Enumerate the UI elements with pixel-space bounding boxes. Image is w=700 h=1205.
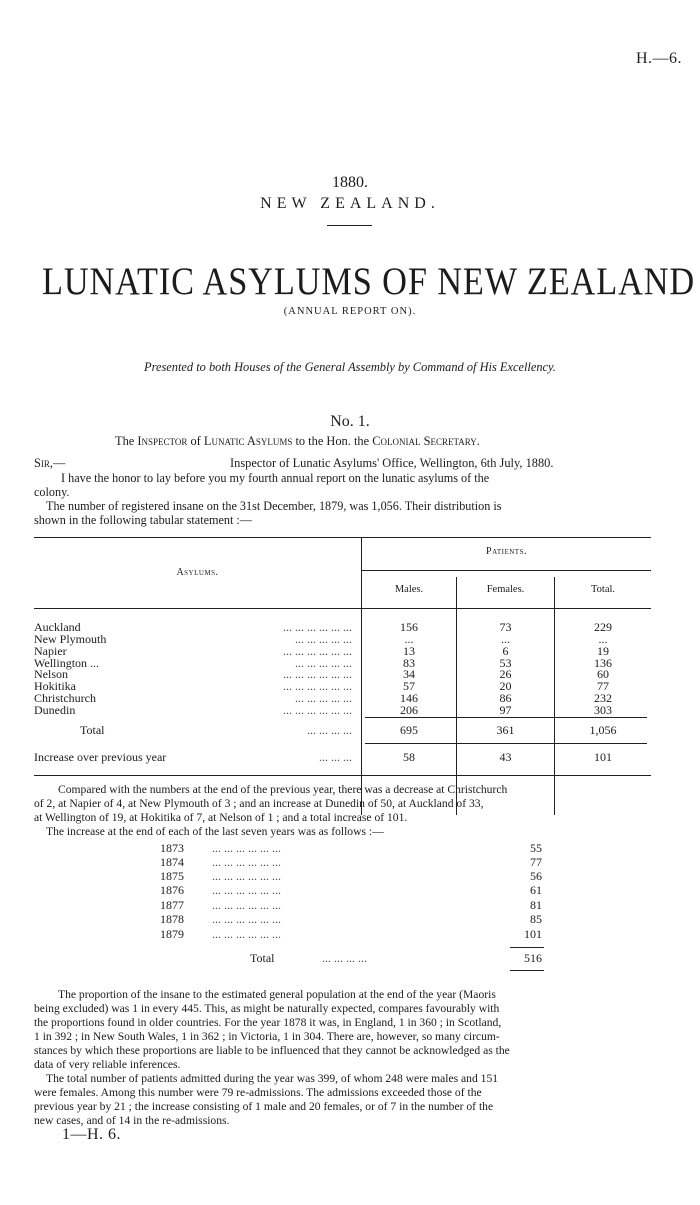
females-value: ... xyxy=(501,632,510,646)
yearly-total-value: 516 xyxy=(524,951,542,965)
total-value: 19 xyxy=(597,644,609,658)
year-value: 56 xyxy=(530,869,542,883)
header-divider xyxy=(327,225,372,226)
report-year: 1880. xyxy=(332,174,368,191)
leader-dots: ... ... ... ... ... ... xyxy=(283,620,352,634)
year-label: 1874 xyxy=(160,855,184,869)
males-value: ... xyxy=(404,632,414,646)
year-label: 1875 xyxy=(160,869,184,883)
leader-dots: ... ... ... ... ... ... xyxy=(212,841,281,855)
leader-dots: ... ... ... ... ... xyxy=(295,691,352,705)
leader-dots: ... ... ... ... ... ... xyxy=(283,644,352,658)
leader-dots: ... ... ... ... ... ... xyxy=(283,667,352,681)
report-subtitle: (ANNUAL REPORT ON). xyxy=(283,306,417,317)
para3-line-9: previous year by 21 ; the increase consisting of 1 male and 20 females, or of 7 in the number of the xyxy=(34,1100,494,1113)
year-value: 55 xyxy=(530,841,542,855)
asylum-name: New Plymouth xyxy=(34,632,107,646)
yearly-total-rule xyxy=(510,970,544,971)
asylum-name: Napier xyxy=(34,644,67,658)
total-label: Total xyxy=(80,723,105,737)
para3-line-4: 1 in 392 ; in New South Wales, 1 in 362 ; in Victoria, 1 in 304. There are, however, so many circum- xyxy=(34,1030,500,1043)
year-label: 1877 xyxy=(160,898,184,912)
total-value: 229 xyxy=(594,620,612,634)
subtotal-rule xyxy=(365,717,647,718)
males-value: 146 xyxy=(400,691,418,705)
males-value: 206 xyxy=(400,703,418,717)
page-reference: H.—6. xyxy=(635,50,682,67)
males-value: 57 xyxy=(403,679,415,693)
country-heading: NEW ZEALAND. xyxy=(260,195,440,212)
para2-line-2: of 2, at Napier of 4, at New Plymouth of 3 ; and an increase at Dunedin of 50, at Auckland of 33, xyxy=(34,797,484,810)
table-patients-rule xyxy=(362,570,651,571)
year-label: 1873 xyxy=(160,841,184,855)
table-header-rule xyxy=(34,608,651,609)
leader-dots: ... ... ... ... xyxy=(307,723,352,737)
para3-line-1: The proportion of the insane to the estimated general population at the end of the year (Maoris xyxy=(58,988,496,1001)
asylum-name: Christchurch xyxy=(34,691,96,705)
para3-line-6: data of very reliable inferences. xyxy=(34,1058,181,1071)
males-increase: 58 xyxy=(403,750,415,764)
females-value: 86 xyxy=(499,691,512,705)
leader-dots: ... ... ... ... ... ... xyxy=(212,927,281,941)
males-value: 83 xyxy=(403,656,415,670)
total-increase: 101 xyxy=(594,750,612,764)
females-value: 20 xyxy=(499,679,512,693)
leader-dots: ... ... ... ... ... xyxy=(295,632,352,646)
females-increase: 43 xyxy=(499,750,512,764)
total-rule xyxy=(365,743,647,744)
header-total: Total. xyxy=(590,584,616,595)
para3-line-5: stances by which these proportions are liable to be influenced that they cannot be acknowledged as the xyxy=(34,1044,510,1057)
year-value: 101 xyxy=(524,927,542,941)
salutation: Sir,— xyxy=(34,456,66,470)
leader-dots: ... ... ... xyxy=(319,750,352,764)
table-top-rule xyxy=(34,537,651,538)
intro-line-3: The number of registered insane on the 31st December, 1879, was 1,056. Their distribution is xyxy=(46,499,502,513)
total-value: 303 xyxy=(594,703,612,717)
asylum-name: Hokitika xyxy=(34,679,76,693)
document-number: No. 1. xyxy=(330,413,370,430)
table-bottom-rule xyxy=(34,775,651,776)
asylum-name: Nelson xyxy=(34,667,68,681)
para3-line-8: were females. Among this number were 79 re-admissions. The admissions exceeded those of the xyxy=(34,1086,482,1099)
year-value: 77 xyxy=(530,855,542,869)
females-value: 97 xyxy=(499,703,512,717)
increase-label: Increase over previous year xyxy=(34,750,167,764)
header-asylums: Asylums. xyxy=(176,567,219,578)
year-label: 1876 xyxy=(160,883,184,897)
leader-dots: ... ... ... ... ... xyxy=(295,656,352,670)
para2-line-1: Compared with the numbers at the end of the previous year, there was a decrease at Christchurch xyxy=(58,783,508,796)
leader-dots: ... ... ... ... ... ... xyxy=(212,898,281,912)
leader-dots: ... ... ... ... ... ... xyxy=(212,912,281,926)
total-value: ... xyxy=(598,632,608,646)
total-value: 136 xyxy=(594,656,612,670)
leader-dots: ... ... ... ... ... ... xyxy=(212,855,281,869)
males-value: 156 xyxy=(400,620,418,634)
males-value: 34 xyxy=(403,667,415,681)
total-value: 60 xyxy=(597,667,609,681)
header-patients: Patients. xyxy=(486,546,527,557)
asylum-name: Wellington ... xyxy=(34,656,100,670)
females-value: 53 xyxy=(499,656,512,670)
intro-line-1: I have the honor to lay before you my fourth annual report on the lunatic asylums of the xyxy=(61,471,490,485)
addressee-line: The Inspector of Lunatic Asylums to the Hon. the Colonial Secretary. xyxy=(115,434,480,448)
para3-line-7: The total number of patients admitted during the year was 399, of whom 248 were males and 151 xyxy=(46,1072,499,1085)
yearly-total-label: Total xyxy=(250,951,275,965)
intro-line-2: colony. xyxy=(34,485,70,499)
leader-dots: ... ... ... ... ... ... xyxy=(212,869,281,883)
dateline: Inspector of Lunatic Asylums' Office, Wellington, 6th July, 1880. xyxy=(230,456,554,470)
total-value: 77 xyxy=(597,679,609,693)
year-value: 85 xyxy=(530,912,542,926)
yearly-sum-rule xyxy=(510,947,544,948)
leader-dots: ... ... ... ... xyxy=(322,951,367,965)
males-value: 13 xyxy=(403,644,415,658)
leader-dots: ... ... ... ... ... ... xyxy=(212,883,281,897)
year-label: 1878 xyxy=(160,912,184,926)
asylum-name: Auckland xyxy=(34,620,81,634)
females-value: 73 xyxy=(499,620,512,634)
males-total: 695 xyxy=(400,723,418,737)
footer-reference: 1—H. 6. xyxy=(62,1126,122,1143)
report-title: LUNATIC ASYLUMS OF NEW ZEALAND xyxy=(42,260,696,303)
presentation-note: Presented to both Houses of the General Assembly by Command of His Excellency. xyxy=(144,360,556,374)
para3-line-3: the proportions found in older countries. For the year 1878 it was, in England, 1 in 360 ; in Scotland, xyxy=(34,1016,502,1029)
para2-line-3: at Wellington of 19, at Hokitika of 7, at Nelson of 1 ; and a total increase of 101. xyxy=(34,811,408,824)
total-value: 232 xyxy=(594,691,612,705)
females-value: 6 xyxy=(502,644,509,658)
para3-line-2: being excluded) was 1 in every 445. This, as might be naturally expected, compares favourably with xyxy=(34,1002,500,1015)
header-males: Males. xyxy=(394,584,424,595)
year-value: 61 xyxy=(530,883,542,897)
leader-dots: ... ... ... ... ... ... xyxy=(283,679,352,693)
para3-line-10: new cases, and of 14 in the re-admissions. xyxy=(34,1114,230,1127)
leader-dots: ... ... ... ... ... ... xyxy=(283,703,352,717)
females-value: 26 xyxy=(499,667,512,681)
intro-line-4: shown in the following tabular statement :— xyxy=(34,513,252,527)
year-label: 1879 xyxy=(160,927,184,941)
header-females: Females. xyxy=(486,584,525,595)
para2-line-4: The increase at the end of each of the last seven years was as follows :— xyxy=(46,825,384,838)
grand-total: 1,056 xyxy=(589,723,617,737)
females-total: 361 xyxy=(496,723,515,737)
year-value: 81 xyxy=(530,898,542,912)
asylum-name: Dunedin xyxy=(34,703,76,717)
